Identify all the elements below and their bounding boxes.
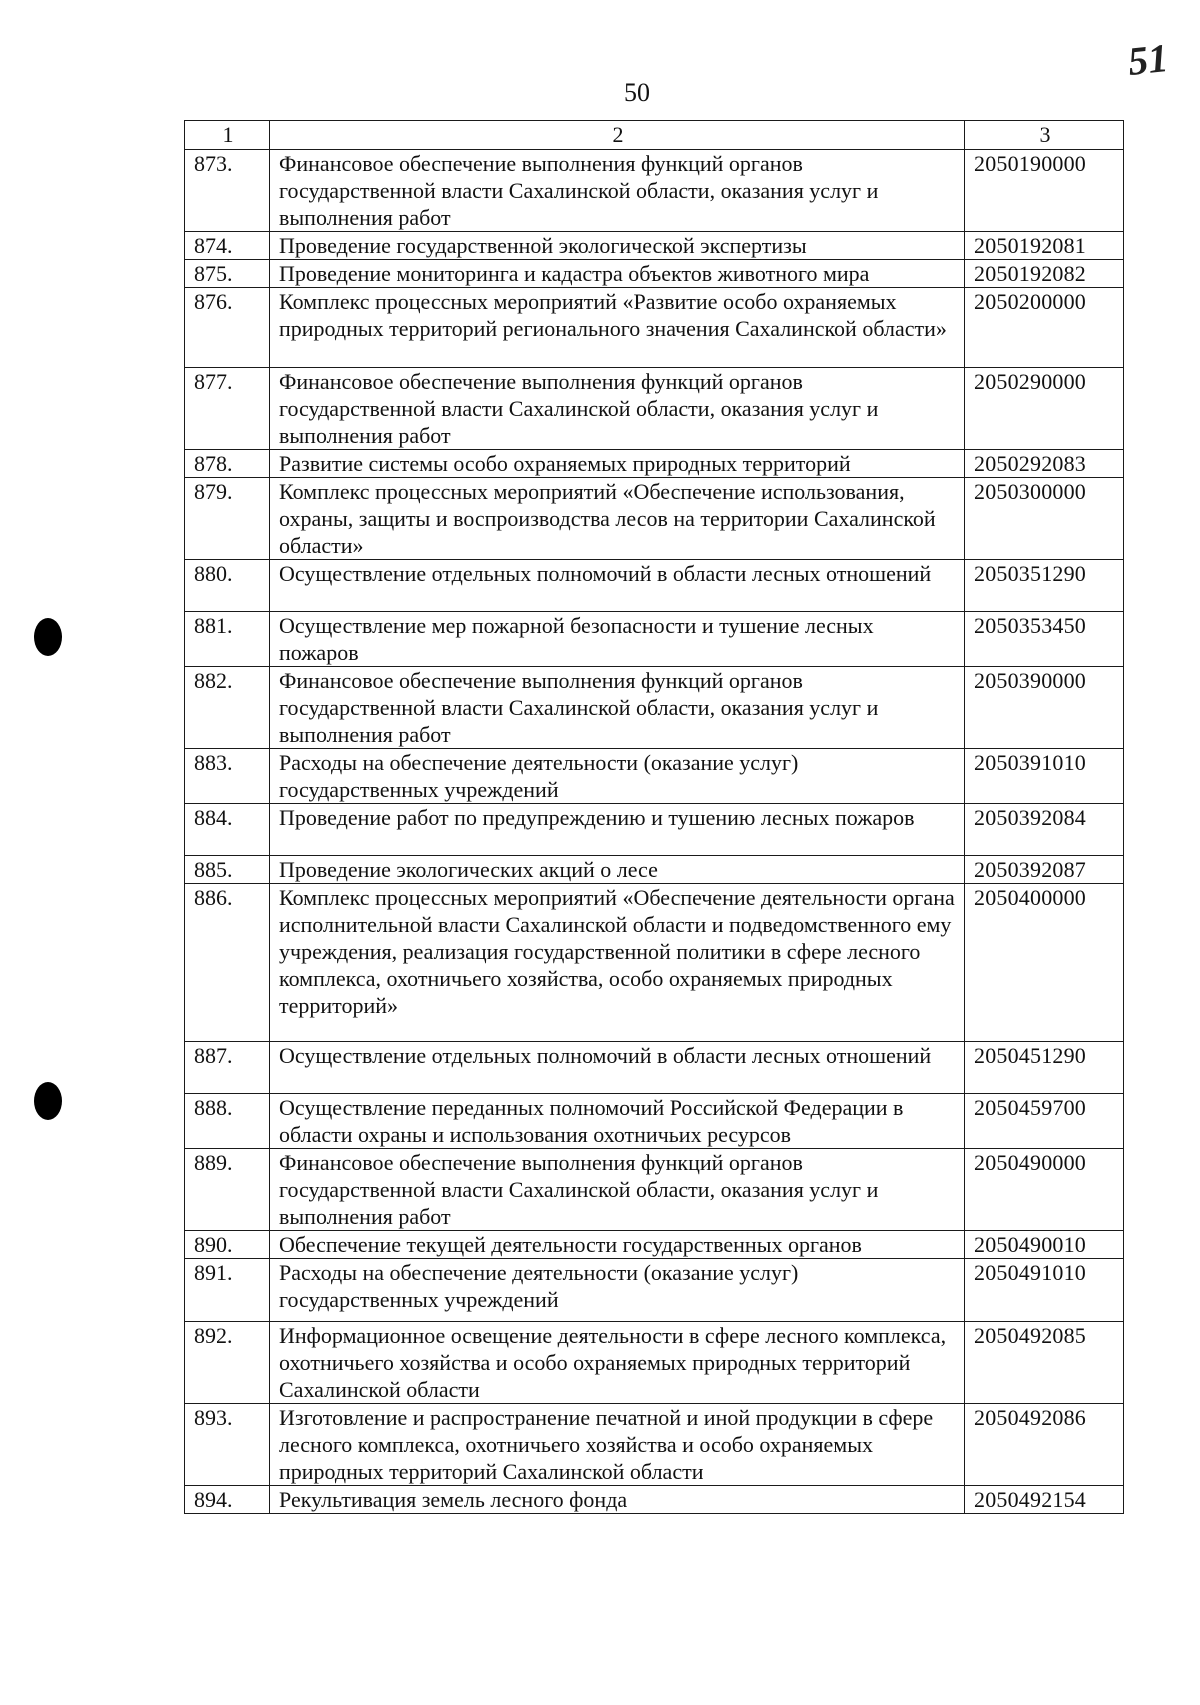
table-row	[185, 260, 1124, 288]
row-code: 2050492086	[965, 1404, 1124, 1486]
page-number: 50	[624, 78, 650, 107]
row-number: 880.	[185, 560, 270, 612]
row-code: 2050351290	[965, 560, 1124, 612]
row-code: 2050392084	[965, 804, 1124, 856]
punch-hole-mark	[34, 618, 62, 656]
row-code: 2050490010	[965, 1231, 1124, 1259]
row-name: Финансовое обеспечение выполнения функций органов государственной власти Сахалинской области, оказания услуг и выполнения работ	[270, 150, 965, 232]
row-number: 884.	[185, 804, 270, 856]
column-header-code: 3	[965, 121, 1124, 150]
row-name: Информационное освещение деятельности в сфере лесного комплекса, охотничьего хозяйства и особо охраняемых природных территорий Сахалинской области	[270, 1322, 965, 1404]
table-row	[185, 368, 1124, 450]
row-number: 882.	[185, 667, 270, 749]
table-row	[185, 150, 1124, 232]
row-code: 2050290000	[965, 368, 1124, 450]
column-header-name: 2	[270, 121, 965, 150]
row-number: 873.	[185, 150, 270, 232]
table-row	[185, 1259, 1124, 1322]
row-number: 891.	[185, 1259, 270, 1322]
punch-hole-mark	[34, 1082, 62, 1120]
row-code: 2050459700	[965, 1094, 1124, 1149]
row-name: Проведение работ по предупреждению и тушению лесных пожаров	[270, 804, 965, 856]
row-code: 2050391010	[965, 749, 1124, 804]
row-name: Проведение мониторинга и кадастра объектов животного мира	[270, 260, 965, 288]
row-number: 879.	[185, 478, 270, 560]
row-number: 875.	[185, 260, 270, 288]
table-row	[185, 1149, 1124, 1231]
row-number: 894.	[185, 1486, 270, 1514]
row-number: 885.	[185, 856, 270, 884]
row-name: Финансовое обеспечение выполнения функций органов государственной власти Сахалинской области, оказания услуг и выполнения работ	[270, 368, 965, 450]
row-code: 2050292083	[965, 450, 1124, 478]
table-row	[185, 560, 1124, 612]
table-row	[185, 749, 1124, 804]
row-name: Проведение экологических акций о лесе	[270, 856, 965, 884]
row-number: 893.	[185, 1404, 270, 1486]
row-number: 889.	[185, 1149, 270, 1231]
row-number: 877.	[185, 368, 270, 450]
handwritten-page-stamp: 51	[1125, 35, 1171, 84]
row-number: 886.	[185, 884, 270, 1042]
row-number: 892.	[185, 1322, 270, 1404]
row-name: Осуществление отдельных полномочий в области лесных отношений	[270, 1042, 965, 1094]
header-row	[185, 121, 1124, 150]
row-code: 2050192081	[965, 232, 1124, 260]
row-name: Осуществление мер пожарной безопасности и тушение лесных пожаров	[270, 612, 965, 667]
row-name: Проведение государственной экологической экспертизы	[270, 232, 965, 260]
table-row	[185, 1486, 1124, 1514]
row-name: Комплекс процессных мероприятий «Обеспечение деятельности органа исполнительной власти Сахалинской области и подведомственного ему учреждения, реализация государственной политики в сфере лесного комплекса, охотничьего хозяйства, особо охраняемых природных территорий»	[270, 884, 965, 1042]
table-row	[185, 884, 1124, 1042]
row-code: 2050492085	[965, 1322, 1124, 1404]
row-name: Финансовое обеспечение выполнения функций органов государственной власти Сахалинской области, оказания услуг и выполнения работ	[270, 1149, 965, 1231]
table-row	[185, 1094, 1124, 1149]
table-row	[185, 667, 1124, 749]
row-code: 2050451290	[965, 1042, 1124, 1094]
row-code: 2050400000	[965, 884, 1124, 1042]
row-name: Обеспечение текущей деятельности государственных органов	[270, 1231, 965, 1259]
row-number: 883.	[185, 749, 270, 804]
row-code: 2050490000	[965, 1149, 1124, 1231]
table-row	[185, 1231, 1124, 1259]
row-code: 2050192082	[965, 260, 1124, 288]
table-row	[185, 288, 1124, 368]
table-row	[185, 612, 1124, 667]
table-row	[185, 450, 1124, 478]
row-code: 2050300000	[965, 478, 1124, 560]
row-code: 2050390000	[965, 667, 1124, 749]
table-row	[185, 1322, 1124, 1404]
budget-code-table	[184, 120, 1124, 1514]
row-code: 2050491010	[965, 1259, 1124, 1322]
row-number: 888.	[185, 1094, 270, 1149]
row-name: Рекультивация земель лесного фонда	[270, 1486, 965, 1514]
column-header-number: 1	[185, 121, 270, 150]
table-row	[185, 804, 1124, 856]
row-name: Финансовое обеспечение выполнения функций органов государственной власти Сахалинской области, оказания услуг и выполнения работ	[270, 667, 965, 749]
row-number: 881.	[185, 612, 270, 667]
row-number: 874.	[185, 232, 270, 260]
row-name: Развитие системы особо охраняемых природных территорий	[270, 450, 965, 478]
row-name: Комплекс процессных мероприятий «Обеспечение использования, охраны, защиты и воспроизводства лесов на территории Сахалинской области»	[270, 478, 965, 560]
table-row	[185, 232, 1124, 260]
table-row	[185, 1404, 1124, 1486]
row-name: Изготовление и распространение печатной и иной продукции в сфере лесного комплекса, охотничьего хозяйства и особо охраняемых природных территорий Сахалинской области	[270, 1404, 965, 1486]
row-name: Расходы на обеспечение деятельности (оказание услуг) государственных учреждений	[270, 749, 965, 804]
row-code: 2050190000	[965, 150, 1124, 232]
table-row	[185, 478, 1124, 560]
row-name: Осуществление переданных полномочий Российской Федерации в области охраны и использования охотничьих ресурсов	[270, 1094, 965, 1149]
row-name: Расходы на обеспечение деятельности (оказание услуг) государственных учреждений	[270, 1259, 965, 1322]
row-code: 2050392087	[965, 856, 1124, 884]
table-row	[185, 856, 1124, 884]
row-code: 2050353450	[965, 612, 1124, 667]
row-number: 878.	[185, 450, 270, 478]
row-number: 887.	[185, 1042, 270, 1094]
table-row	[185, 1042, 1124, 1094]
row-name: Комплекс процессных мероприятий «Развитие особо охраняемых природных территорий регионального значения Сахалинской области»	[270, 288, 965, 368]
row-code: 2050492154	[965, 1486, 1124, 1514]
row-number: 890.	[185, 1231, 270, 1259]
row-number: 876.	[185, 288, 270, 368]
row-code: 2050200000	[965, 288, 1124, 368]
row-name: Осуществление отдельных полномочий в области лесных отношений	[270, 560, 965, 612]
table-header	[185, 121, 1124, 150]
table-body	[185, 150, 1124, 1514]
